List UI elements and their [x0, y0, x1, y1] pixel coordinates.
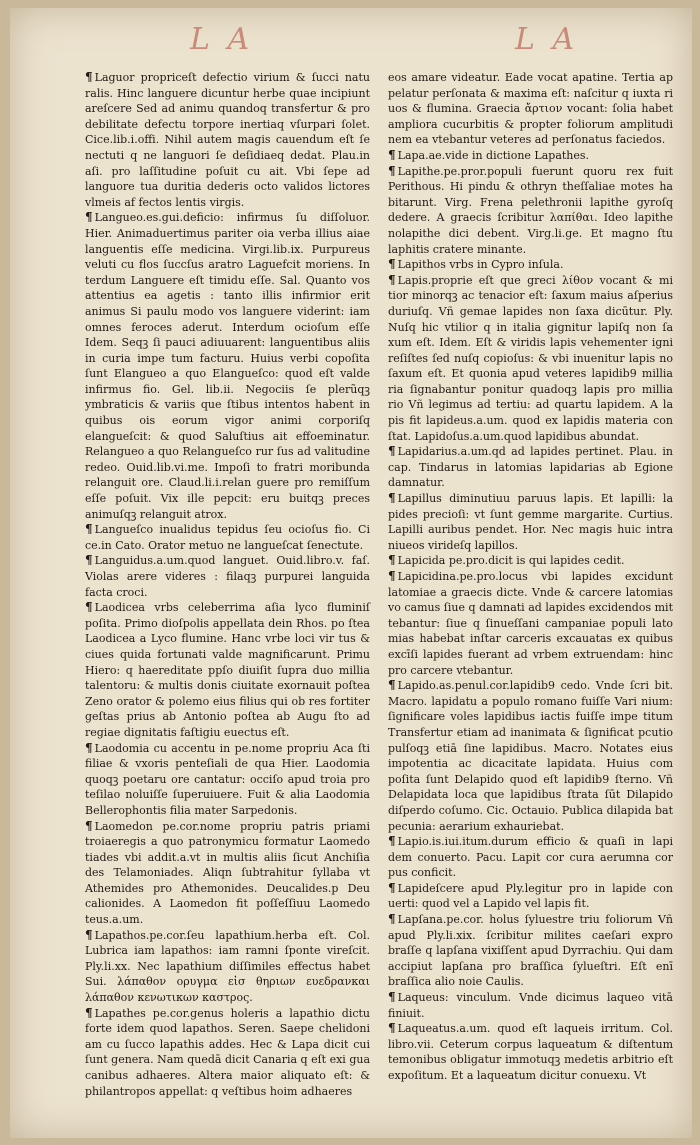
paragraph-mark-icon [388, 148, 396, 164]
dictionary-entry [85, 741, 370, 819]
dictionary-entry [388, 553, 673, 569]
entry-text: eos amare videatur. Eade vocat apatine. Tertia ap pelatur perſonata & maxima eſt: naſcitur q iuxta ri uos & flumina. Graecia ἄρτιον vocant: ſolia habet ampliora cucurbitis & propter foliorum amplitudi nem ea vtebantur veteres ad perſonatus faciedos. [388, 71, 673, 147]
entry-text: Lapſana.pe.cor. holus ſyluestre triu foliorum Vñ apud Ply.li.xix. ſcribitur milites caeſari expro braſſe q lapſana vixiſſent apud Dyrrachiu. Qui dam accipiut lapſana pro braſſica ſylueſtri. Eſt enī braſſica alio noie Caulis. [388, 913, 673, 989]
header-mark-right: L A [515, 22, 579, 57]
paragraph-mark-icon [388, 257, 396, 273]
entry-text: Laguor propriceſt defectio virium & ſucci natu ralis. Hinc languere dicuntur herbe quae incipiunt areſcere Sed ad animu quandoq transfertur & pro debilitate defectu torpore inertiaq vſurpari ſolet. Cice.lib.i.offi. Nihil autem magis cauendum eſt ſe nectuti q ne languori ſe deſidiaeq dedat. Plau.in aſi. pro laſſitudine poſuit cu ait. Vbi ſepe ad languore tua duritia dederis octo validos lictores vlmeis af fectos lentis virgis. [85, 71, 370, 209]
dictionary-entry [388, 491, 673, 553]
dictionary-entry [388, 273, 673, 445]
dictionary-entry [85, 600, 370, 740]
dictionary-entry-continued [388, 70, 673, 148]
entry-text: Lapillus diminutiuu paruus lapis. Et lapilli: la pides precioſi: vt ſunt gemme margarite. Curtius. Lapilli auribus pendet. Hor. Nec magis huic intra niueos virideſq lapillos. [388, 492, 673, 552]
paragraph-mark-icon [388, 273, 396, 289]
running-header [10, 22, 692, 62]
entry-text: Laqueus: vinculum. Vnde dicimus laqueo vitā finiuit. [388, 991, 673, 1020]
paragraph-mark-icon [85, 819, 93, 835]
entry-text: Lapicidina.pe.pro.locus vbi lapides excidunt latomiae a graecis dicte. Vnde & carcere latomias vo camus ſiue q damnati ad lapides excidendos mit tebantur: ſiue q ſinueſſani campaniae populi lato mias habebat inſtar carceris excauatas ex quibus excīſi lapides fuerant ad vrbem extruendam: hinc pro carcere vtebantur. [388, 570, 673, 677]
right-column [388, 70, 673, 1084]
dictionary-entry [388, 148, 673, 164]
entry-text: Laomedon pe.cor.nome propriu patris priami troiaeregis a quo patronymicu formatur Laomedo tiades vbi addit.a.vt in multis aliis ſicut Anchiſia des Telamoniades. Aliqn ſubtrahitur ſyllaba vt Athemides pro Athemonides. Deucalides.p Deu calionides. A Laomedon fit poſſeſſiuu Laomedo teus.a.um. [85, 819, 370, 927]
paragraph-mark-icon [388, 553, 396, 569]
paragraph-mark-icon [388, 444, 396, 460]
paragraph-mark-icon [388, 881, 396, 897]
entry-text: Laodicea vrbs celeberrima aſia lyco fluminiſ poſita. Primo dioſpolis appellata dein Rhos. po ſtea Laodicea a Lyco flumine. Hanc vrbe loci vir tus & ciues quida fortunati valde magnificarunt. Primu Hiero: q haereditate ppſo diuiſit ſupra duo millia talentoru: & multis donis ciuitate exornauit poſtea Zeno orator & polemo eius filius qui ob res fortiter geſtas prius ab Antonio poſtea ab Augu ſto ad regiae dignitatis faſtigiu euectus eſt. [85, 601, 370, 739]
entry-text: Lapis.proprie eſt que greci λίθον vocant & mi tior minorqꝫ ac tenacior eſt: ſaxum maius aſperius duriuſq. Vñ gemae lapides non ſaxa dicūtur. Ply. Nuſq hic vtilior q in italia gignitur lapiſq non ſa xum eſt. Idem. Eſt & viridis lapis vehementer igni reſiſtes ſed nuſq copioſus: & vbi inuenitur lapis no ſaxum eſt. Et quonia apud veteres lapidib9 millia ria ſignabantur ponitur quadoqꝫ lapis pro millia rio Vñ legimus ad tertiu: ad quartu lapidem. A la pis fit lapideus.a.um. quod ex lapidis materia con ſtat. Lapidoſus.a.um.quod lapidibus abundat. [388, 273, 673, 443]
paragraph-mark-icon [388, 990, 396, 1006]
dictionary-entry [388, 912, 673, 990]
dictionary-entry [388, 164, 673, 258]
paragraph-mark-icon [388, 1021, 396, 1037]
paragraph-mark-icon [388, 912, 396, 928]
dictionary-entry [388, 444, 673, 491]
paragraph-mark-icon [85, 210, 93, 226]
dictionary-entry [85, 522, 370, 553]
entry-text: Lapicida pe.pro.dicit is qui lapides cedit. [397, 554, 625, 568]
entry-text: Laodomia cu accentu in pe.nome propriu Aca ſti filiae & vxoris penteſiali de qua Hier. Laodomia quoqꝫ poetaru ore cantatur: occiſo apud troia pro teſilao noluiſſe ſuperuiuere. Fuit & alia Laodomia Bellerophontis filia mater Sarpedonis. [85, 741, 370, 817]
entry-text: Lapio.is.iui.itum.durum efficio & quaſi in lapi dem conuerto. Pacu. Lapit cor cura aerumna cor pus conficit. [388, 835, 673, 880]
paragraph-mark-icon [85, 1006, 93, 1022]
entry-text: Lapido.as.penul.cor.lapidib9 cedo. Vnde ſcri bit. Macro. lapidatu a populo romano fuiſſe Vari nium: ſignificare voles lapidibus iactis fuiſſe impe titum Transfertur etiam ad inanimata & ſignificat pcutio pulſoqꝫ etiā ſine lapidibus. Macro. Notates eius impotentia ac dicacitate lapidata. Huius com poſita ſunt Delapido quod eſt lapidib9 ſterno. Vñ Delapidata loca que lapidibus ſtrata ſūt Dilapido diſperdo coſumo. Cic. Octauio. Publica dilapida bat pecunia: aerarium exhauriebat. [388, 679, 673, 833]
entry-text: Laqueatus.a.um. quod eſt laqueis irritum. Col. libro.vii. Ceterum corpus laqueatum & diſtentum temonibus obligatur immotuqꝫ medetis arbitrio eſt expoſitum. Et a laqueatum dicitur conuexu. Vt [388, 1022, 673, 1082]
paragraph-mark-icon [388, 491, 396, 507]
entry-text: Languidus.a.um.quod languet. Ouid.libro.v. faſ. Violas arere videres : filaqꝫ purpurei languida facta croci. [85, 554, 370, 599]
entry-text: Lapithos vrbs in Cypro inſula. [397, 258, 564, 272]
paragraph-mark-icon [85, 553, 93, 569]
dictionary-entry [388, 678, 673, 834]
dictionary-entry [388, 1021, 673, 1083]
entry-text: Lapithe.pe.pror.populi fuerunt quoru rex fuit Perithous. Hi pindu & othryn theſſaliae motes ha bitarunt. Virg. Frena pelethronii lapithe gyroſq dedere. A graecis ſcribitur λαπίθαι. Ideo lapithe nolapithe dici debent. Virg.li.ge. Et magno ſtu laphitis cratere minante. [388, 164, 673, 256]
header-mark-left: L A [190, 22, 254, 57]
dictionary-entry [388, 569, 673, 678]
dictionary-entry [85, 70, 370, 210]
paragraph-mark-icon [85, 928, 93, 944]
entry-text: Lapa.ae.vide in dictione Lapathes. [397, 148, 590, 162]
entry-text: Lapideſcere apud Ply.legitur pro in lapide con uerti: quod vel a Lapido vel lapis fit. [388, 881, 673, 911]
entry-text: Lapidarius.a.um.qd ad lapides pertinet. Plau. in cap. Tindarus in latomias lapidarias ab Egione damnatur. [388, 445, 673, 490]
dictionary-entry [85, 928, 370, 1006]
dictionary-entry [85, 819, 370, 928]
paragraph-mark-icon [388, 164, 396, 180]
dictionary-entry [85, 1006, 370, 1100]
paragraph-mark-icon [85, 522, 93, 538]
entry-text: Lapathos.pe.cor.ſeu lapathium.herba eſt. Col. Lubrica iam lapathos: iam ramni ſponte vireſcit. Ply.li.xx. Nec lapathium diſſimiles effectus habet Sui. λάπαθον ορυγμα εἰσ θηριων ευεδρανκαι λάπαθον κενωτικων καστρος. [85, 928, 370, 1005]
dictionary-entry [388, 834, 673, 881]
paragraph-mark-icon [85, 741, 93, 757]
entry-text: Langueo.es.gui.deficio: infirmus ſu diſſoluor. Hier. Animaduertimus pariter oia verba illius aiae languentis eſſe medicina. Virgi.lib.ix. Purpureus veluti cu flos ſuccſus aratro Laguefcit moriens. In terdum Languere eſt timidu eſſe. Sal. Quanto vos attentius ea agetis : tanto illis infirmior erit animus Si paulu modo vos languere viderint: iam omnes feroces aderut. Interdum ocioſum eſſe Idem. Seqꝫ ſi pauci adiuuarent: languentibus aliis in curia impe tum facturu. Huius verbi copoſita ſunt Elangueo a quo Elangueſco: quod eſt valde infirmus fio. Gel. lib.ii. Negociis ſe plerũqꝫ ymbraticis & variis que ſtibus intentos habent in quibus ois eorum vigor animi corporiſq elangueſcit: & quod Saluſtius ait effoeminatur. Relangueo a quo Relangueſco rur ſus ad valitudine redeo. Ouid.lib.vi.me. Impoſi to fratri moribunda relanguit ore. Claud.li.i.relan guere pro remiſſum eſſe poſuit. Vix ille pepcit: eru buitqꝫ preces animuſqꝫ relanguit atrox. [85, 211, 370, 521]
dictionary-entry [388, 990, 673, 1021]
entry-text: Lapathes pe.cor.genus holeris a lapathio dictu forte idem quod lapathos. Seren. Saepe chelidoni am cu ſucco lapathis addes. Hec & Lapa dicit cui ſunt genera. Nam quedā dicit Canaria q eſt exi gua canibus adhaeres. Altera maior aliquato eſt: & philantropos appellat: q veſtibus hoim adhaeres [85, 1006, 371, 1098]
paragraph-mark-icon [388, 569, 396, 585]
paragraph-mark-icon [388, 834, 396, 850]
paragraph-mark-icon [388, 678, 396, 694]
paragraph-mark-icon [85, 600, 93, 616]
dictionary-entry [85, 553, 370, 600]
paragraph-mark-icon [85, 70, 93, 86]
dictionary-entry [85, 210, 370, 522]
dictionary-entry [388, 257, 673, 273]
entry-text: Langueſco inualidus tepidus ſeu ocioſus fio. Ci ce.in Cato. Orator metuo ne langueſcat ſenectute. [85, 523, 370, 552]
book-page [10, 8, 692, 1138]
left-column [85, 70, 370, 1099]
dictionary-entry [388, 881, 673, 912]
